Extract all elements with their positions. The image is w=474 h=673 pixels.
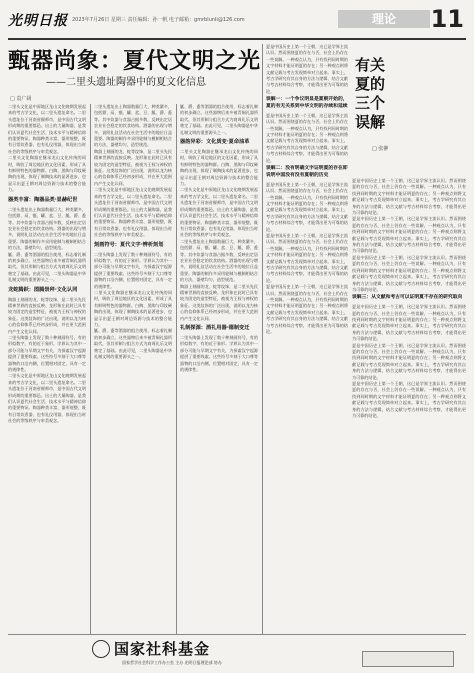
section-body: 觚、爵、盉等酒器的组合使用，标志着礼制的初步确立。这些器物后来多被青铜礼器所取代，但其形制与组合方式为商周礼乐文明奠定了基础。由此可见，二里头陶器是中华礼制文明的重要源头之一。	[94, 328, 172, 360]
section-body: 觚、爵、盉等酒器的组合使用，标志着礼制的初步确立。这些器物后来多被青铜礼器所取代，但其形制与组合方式为商周礼乐文明奠定了基础。由此可见，二里头陶器是中华礼制文明的重要源头之一。	[180, 104, 258, 135]
section-body: 陶器上刻画的龙、蛇等纹饰，是二里头先民精神世界的直接反映。龙形象在此时已具有较为固定的造型特征，被视为王权与神权的象征。这类纹饰的广泛出现，说明以龙为核心的信仰体系已经初步形成，并在更大范围内产生文化认同。	[180, 283, 258, 321]
issue-meta: 2023年7月26日 星期三 责任编辑：孙一帆 电子邮箱：gmrblunli@126.com	[72, 17, 245, 23]
section-body: 二里头文化陶器在继承龙山文化传统的同时，吸收了周边地区的文化因素，形成了具有鲜明特色的器物群。白陶、黑陶与印纹硬陶的出现，体现了制陶技术的显著进步，也显示出夏王朝对周边资源与技术的整合能力。	[94, 289, 172, 327]
emblem-icon	[92, 640, 110, 658]
opinion-body: 夏是中国历史上第一个王朝，这已是学界主流认识。然而围绕夏的存在与否，社会上仍存在一些误解。一种观点认为，只有找到同时期的文字材料才能证明夏的存在；另一种观点则将文献记载与考古发现简单对立起来。事实上，考古学研究有其自身的方法与逻辑，结合文献与考古材料综合考察，才能得出更为可靠的结论。	[352, 304, 466, 342]
footer-divider	[8, 634, 466, 635]
masthead	[8, 6, 466, 40]
footer-note: 国家哲学社会科学工作办公室 主办 光明日报理论部 协办	[122, 660, 222, 665]
main-byline: □ 袁广阔	[10, 96, 32, 102]
opinion-body: 夏是中国历史上第一个王朝，这已是学界主流认识。然而围绕夏的存在与否，社会上仍存在一些误解。一种观点认为，只有找到同时期的文字材料才能证明夏的存在；另一种观点则将文献记载与考古发现简单对立起来。事实上，考古学研究有其自身的方法与逻辑，结合文献与考古材料综合考察，才能得出更为可靠的结论。	[266, 181, 348, 232]
section-heading: 刻画符号：夏代文字·辨析刻划	[94, 241, 164, 248]
section-body: 二里头遗址出土陶器数量巨大，种类繁多，包括鼎、鬲、甑、罐、盆、豆、觚、爵、盉等。其中炊器与食器占据多数，反映出定居农业社会稳定的饮食结构。酒器的出现与增多，说明礼仪活动在社会生活中的地位日益重要。陶器的制作多采用轮制与模制相结合的方法，器壁均匀，造型规范。	[94, 104, 172, 148]
opinion-column-2	[352, 178, 466, 634]
article-column-1	[8, 104, 86, 634]
article-intro: 二里头文化是中原地区龙山文化晚期发展起来的考古学文化，以二里头遗址命名。二里头遗址位于河南省偃师市，是中国古代文明形成期的重要都邑。出土的大量陶器，是我们认识夏代社会生活、技术水平与精神信仰的重要物证。陶器种类丰富、器形规整，既有日常炊煮器，也有礼仪用器，体现出当时社会的等级秩序与审美观念。	[8, 104, 86, 154]
opinion-body: 夏是中国历史上第一个王朝，这已是学界主流认识。然而围绕夏的存在与否，社会上仍存在一些误解。一种观点认为，只有找到同时期的文字材料才能证明夏的存在；另一种观点则将文献记载与考古发现简单对立起来。事实上，考古学研究有其自身的方法与逻辑，结合文献与考古材料综合考察，才能得出更为可靠的结论。	[352, 380, 466, 419]
opinion-body: 夏是中国历史上第一个王朝，这已是学界主流认识。然而围绕夏的存在与否，社会上仍存在一些误解。一种观点认为，只有找到同时期的文字材料才能证明夏的存在；另一种观点则将文献记载与考古发现简单对立起来。事实上，考古学研究有其自身的方法与逻辑，结合文献与考古材料综合考察，才能得出更为可靠的结论。	[266, 284, 348, 335]
section-heading: 器类丰富：陶器品类·显赫纪世	[8, 196, 78, 203]
opinion-body: 夏是中国历史上第一个王朝，这已是学界主流认识。然而围绕夏的存在与否，社会上仍存在一些误解。一种观点认为，只有找到同时期的文字材料才能证明夏的存在；另一种观点则将文献记载与考古发现简单对立起来。事实上，考古学研究有其自身的方法与逻辑，结合文献与考古材料综合考察，才能得出更为可靠的结论。	[352, 342, 466, 380]
opinion-subtitle: 误解一：一个争议明显是夏朝开始的，夏的有无关系到中华文明的存续和延续	[266, 97, 348, 110]
opinion-body: 夏是中国历史上第一个王朝，这已是学界主流认识。然而围绕夏的存在与否，社会上仍存在一些误解。一种观点认为，只有找到同时期的文字材料才能证明夏的存在；另一种观点则将文献记载与考古发现简单对立起来。事实上，考古学研究有其自身的方法与逻辑，结合文献与考古材料综合考察，才能得出更为可靠的结论。	[266, 112, 348, 163]
opinion-subtitle: 误解二：没有明确文字证明夏的存在即说明中国没有没有夏朝的历史	[266, 166, 348, 178]
section-body: 二里头文化是中原地区龙山文化晚期发展起来的考古学文化，以二里头遗址命名。二里头遗址位于河南省偃师市，是中国古代文明形成期的重要都邑。出土的大量陶器，是我们认识夏代社会生活、技术水平与精神信仰的重要物证。陶器种类丰富、器形规整，既有日常炊煮器，也有礼仪用器，体现出当时社会的等级秩序与审美观念。	[180, 187, 258, 238]
column-divider	[90, 104, 91, 634]
main-subheadline: ——二里头遗址陶器中的夏文化信息	[46, 77, 206, 88]
section-body: 觚、爵、盉等酒器的组合使用，标志着礼制的初步确立。这些器物后来多被青铜礼器所取代，但其形制与组合方式为商周礼乐文明奠定了基础。由此可见，二里头陶器是中华礼制文明的重要源头之一。	[8, 251, 86, 283]
opinion-body: 夏是中国历史上第一个王朝，这已是学界主流认识。然而围绕夏的存在与否，社会上仍存在一些误解。一种观点认为，只有找到同时期的文字材料才能证明夏的存在；另一种观点则将文献记载与考古发现简单对立起来。事实上，考古学研究有其自身的方法与逻辑，结合文献与考古材料综合考察，才能得出更为可靠的结论。	[352, 216, 466, 254]
newspaper-logo: 光明日报	[8, 13, 68, 29]
opinion-body: 夏是中国历史上第一个王朝，这已是学界主流认识。然而围绕夏的存在与否，社会上仍存在一些误解。一种观点认为，只有找到同时期的文字材料才能证明夏的存在；另一种观点则将文献记载与考古发现简单对立起来。事实上，考古学研究有其自身的方法与逻辑，结合文献与考古材料综合考察，才能得出更为可靠的结论。	[352, 254, 466, 292]
section-body: 二里头文化是中原地区龙山文化晚期发展起来的考古学文化，以二里头遗址命名。二里头遗址位于河南省偃师市，是中国古代文明形成期的重要都邑。出土的大量陶器，是我们认识夏代社会生活、技术水平与精神信仰的重要物证。陶器种类丰富、器形规整，既有日常炊煮器，也有礼仪用器，体现出当时社会的等级秩序与审美观念。	[8, 373, 86, 424]
opinion-column-1	[266, 44, 348, 634]
section-heading: 龙蛇腾跃：图腾崇拜·文化认同	[8, 286, 78, 293]
article-column-3	[180, 104, 258, 634]
section-body: 二里头文化陶器在继承龙山文化传统的同时，吸收了周边地区的文化因素，形成了具有鲜明特色的器物群。白陶、黑陶与印纹硬陶的出现，体现了制陶技术的显著进步，也显示出夏王朝对周边资源与技术的整合能力。	[180, 149, 258, 187]
main-headline: 甄器尚象：夏代文明之光	[8, 48, 262, 74]
article-intro-repeat: 二里头文化陶器在继承龙山文化传统的同时，吸收了周边地区的文化因素，形成了具有鲜明特色的器物群。白陶、黑陶与印纹硬陶的出现，体现了制陶技术的显著进步，也显示出夏王朝对周边资源与技术的整合能力。	[8, 155, 86, 193]
article-column-2	[94, 104, 172, 634]
opinion-byline: □ 张翀	[372, 146, 389, 152]
article-divider	[262, 44, 263, 634]
section-body: 二里头陶器上发现了数十种刻画符号，有的形似数字，有的近于象形。学界认为其中一部分可能与早期文字有关，为探索汉字起源提供了重要线索。这些符号多刻于大口尊等器物的口沿内侧，位置相对固定，具有一定的规律性。	[180, 335, 258, 373]
opinion-title: 有关夏的三个误解	[354, 56, 385, 131]
section-body: 陶器上刻画的龙、蛇等纹饰，是二里头先民精神世界的直接反映。龙形象在此时已具有较为固定的造型特征，被视为王权与神权的象征。这类纹饰的广泛出现，说明以龙为核心的信仰体系已经初步形成，并在更大范围内产生文化认同。	[8, 296, 86, 334]
section-body: 二里头文化是中原地区龙山文化晚期发展起来的考古学文化，以二里头遗址命名。二里头遗址位于河南省偃师市，是中国古代文明形成期的重要都邑。出土的大量陶器，是我们认识夏代社会生活、技术水平与精神信仰的重要物证。陶器种类丰富、器形规整，既有日常炊煮器，也有礼仪用器，体现出当时社会的等级秩序与审美观念。	[94, 187, 172, 238]
footer-box	[362, 651, 454, 667]
section-label: 理论	[338, 10, 430, 28]
section-heading: 礼制探源：酒礼用器·德制变迁	[180, 325, 250, 331]
page-number: 11	[430, 5, 464, 33]
section-body: 二里头陶器上发现了数十种刻画符号，有的形似数字，有的近于象形。学界认为其中一部分可能与早期文字有关，为探索汉字起源提供了重要线索。这些符号多刻于大口尊等器物的口沿内侧，位置相对固定，具有一定的规律性。	[94, 251, 172, 289]
column-divider	[176, 104, 177, 634]
opinion-subtitle: 误解三：从文献和考古可以证明夏不存在的研究取向	[352, 295, 463, 301]
opinion-body: 夏是中国历史上第一个王朝，这已是学界主流认识。然而围绕夏的存在与否，社会上仍存在一些误解。一种观点认为，只有找到同时期的文字材料才能证明夏的存在；另一种观点则将文献记载与考古发现简单对立起来。事实上，考古学研究有其自身的方法与逻辑，结合文献与考古材料综合考察，才能得出更为可靠的结论。	[352, 178, 466, 216]
opinion-body: 夏是中国历史上第一个王朝，这已是学界主流认识。然而围绕夏的存在与否，社会上仍存在一些误解。一种观点认为，只有找到同时期的文字材料才能证明夏的存在；另一种观点则将文献记载与考古发现简单对立起来。事实上，考古学研究有其自身的方法与逻辑，结合文献与考古材料综合考察，才能得出更为可靠的结论。	[266, 44, 348, 94]
opinion-body: 夏是中国历史上第一个王朝，这已是学界主流认识。然而围绕夏的存在与否，社会上仍存在一些误解。一种观点认为，只有找到同时期的文字材料才能证明夏的存在；另一种观点则将文献记载与考古发现简单对立起来。事实上，考古学研究有其自身的方法与逻辑，结合文献与考古材料综合考察，才能得出更为可靠的结论。	[266, 232, 348, 283]
section-heading: 器韵异彩：文化质变·夏命油革	[180, 139, 250, 146]
footer-banner	[92, 638, 252, 670]
section-body: 二里头陶器上发现了数十种刻画符号，有的形似数字，有的近于象形。学界认为其中一部分可能与早期文字有关，为探索汉字起源提供了重要线索。这些符号多刻于大口尊等器物的口沿内侧，位置相对固定，具有一定的规律性。	[8, 335, 86, 373]
section-body: 二里头遗址出土陶器数量巨大，种类繁多，包括鼎、鬲、甑、罐、盆、豆、觚、爵、盉等。其中炊器与食器占据多数，反映出定居农业社会稳定的饮食结构。酒器的出现与增多，说明礼仪活动在社会生活中的地位日益重要。陶器的制作多采用轮制与模制相结合的方法，器壁均匀，造型规范。	[180, 238, 258, 283]
section-body: 陶器上刻画的龙、蛇等纹饰，是二里头先民精神世界的直接反映。龙形象在此时已具有较为固定的造型特征，被视为王权与神权的象征。这类纹饰的广泛出现，说明以龙为核心的信仰体系已经初步形成，并在更大范围内产生文化认同。	[94, 148, 172, 186]
section-body: 二里头遗址出土陶器数量巨大，种类繁多，包括鼎、鬲、甑、罐、盆、豆、觚、爵、盉等。其中炊器与食器占据多数，反映出定居农业社会稳定的饮食结构。酒器的出现与增多，说明礼仪活动在社会生活中的地位日益重要。陶器的制作多采用轮制与模制相结合的方法，器壁均匀，造型规范。	[8, 206, 86, 251]
footer-title: 国家社科基金	[114, 640, 211, 658]
